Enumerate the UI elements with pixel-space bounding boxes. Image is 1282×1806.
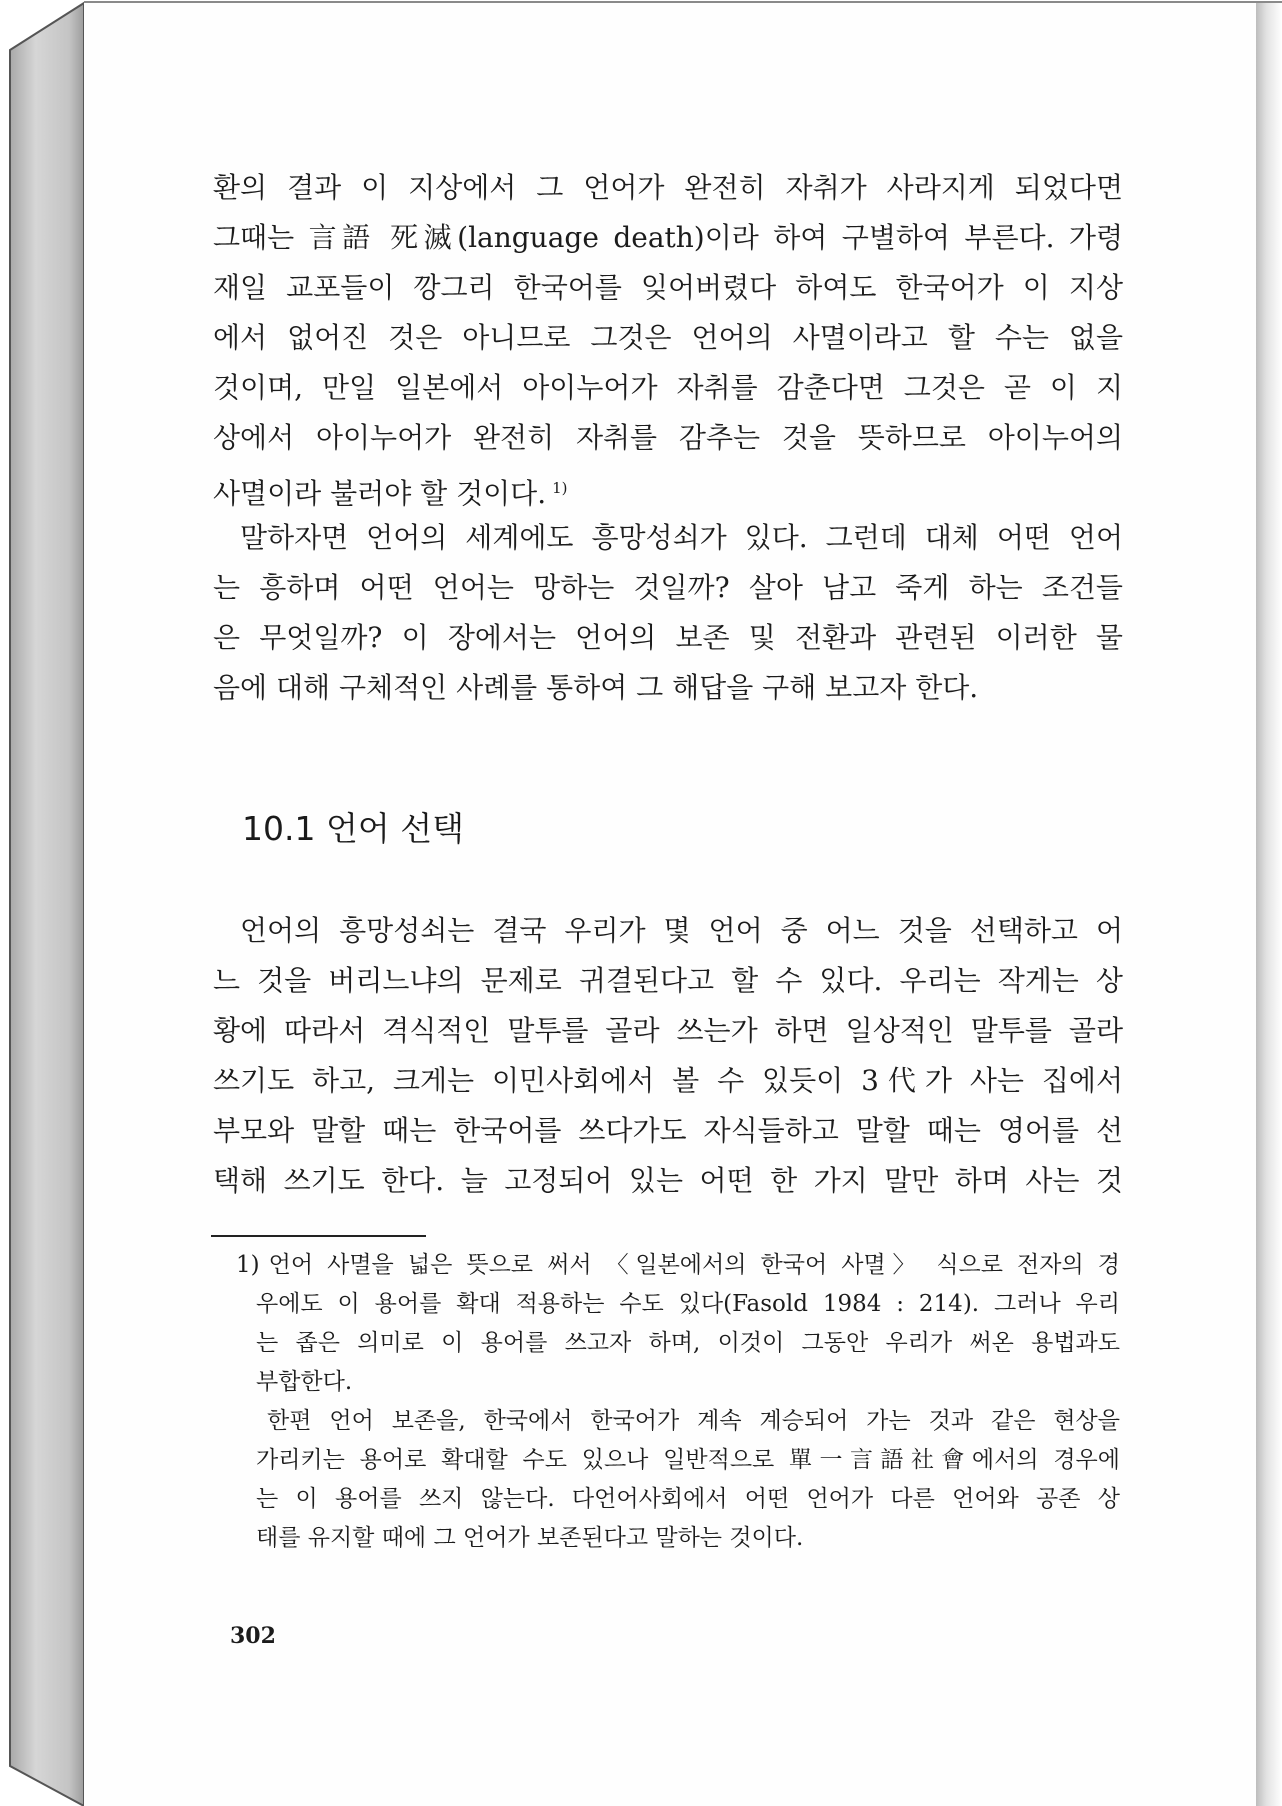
footnote-line: 우에도 이 용어를 확대 적용하는 수도 있다(Fasold 1984 : 214). 그러나 우리 <box>256 1291 1120 1317</box>
body-text-upper <box>213 163 1123 713</box>
footnote-divider <box>211 1235 426 1237</box>
page-number: 302 <box>230 1623 276 1649</box>
body-line: 느 것을 버리느냐의 문제로 귀결된다고 할 수 있다. 우리는 작게는 상 <box>213 964 1123 997</box>
footnotes <box>236 1246 1120 1558</box>
body-line: 는 흥하며 어떤 언어는 망하는 것일까? 살아 남고 죽게 하는 조건들 <box>213 571 1123 604</box>
body-line: 은 무엇일까? 이 장에서는 언어의 보존 및 전환과 관련된 이러한 물 <box>213 621 1123 654</box>
body-line: 상에서 아이누어가 완전히 자취를 감추는 것을 뜻하므로 아이누어의 <box>213 421 1123 454</box>
body-line: 황에 따라서 격식적인 말투를 골라 쓰는가 하면 일상적인 말투를 골라 <box>213 1014 1123 1047</box>
footnote-line <box>236 1246 1120 1285</box>
body-line: 에서 없어진 것은 아니므로 그것은 언어의 사멸이라고 할 수는 없을 <box>213 321 1123 354</box>
body-text-lower <box>213 906 1123 1206</box>
footnote-line: 부합한다. <box>256 1369 353 1395</box>
footnote-reference[interactable]: 1) <box>552 479 568 497</box>
footnote-line: 태를 유지할 때에 그 언어가 보존된다고 말하는 것이다. <box>256 1525 804 1551</box>
body-line-text: 사멸이라 불러야 할 것이다. <box>213 477 547 510</box>
book-spine <box>10 3 84 1806</box>
footnote-line-text: 언어 사멸을 넓은 뜻으로 써서 〈일본에서의 한국어 사멸〉 식으로 전자의 경 <box>268 1252 1120 1278</box>
body-line: 재일 교포들이 깡그리 한국어를 잊어버렸다 하여도 한국어가 이 지상 <box>213 271 1123 304</box>
footnote-marker: 1) <box>236 1252 260 1278</box>
body-line: 음에 대해 구체적인 사례를 통하여 그 해답을 구해 보고자 한다. <box>213 671 979 704</box>
section-heading: 10.1 언어 선택 <box>242 809 464 848</box>
body-line <box>213 463 1123 513</box>
body-line: 택해 쓰기도 한다. 늘 고정되어 있는 어떤 한 가지 말만 하며 사는 것 <box>213 1164 1123 1197</box>
footnote-line: 한편 언어 보존을, 한국에서 한국어가 계속 계승되어 가는 것과 같은 현상을 <box>267 1408 1120 1434</box>
body-line: 것이며, 만일 일본에서 아이누어가 자취를 감춘다면 그것은 곧 이 지 <box>213 371 1123 404</box>
page-right-shadow <box>1256 3 1282 1806</box>
body-line: 쓰기도 하고, 크게는 이민사회에서 볼 수 있듯이 3代가 사는 집에서 <box>213 1064 1123 1097</box>
footnote-line: 는 좁은 의미로 이 용어를 쓰고자 하며, 이것이 그동안 우리가 써온 용법과도 <box>256 1330 1120 1356</box>
body-line: 언어의 흥망성쇠는 결국 우리가 몇 언어 중 어느 것을 선택하고 어 <box>240 914 1123 947</box>
body-line: 부모와 말할 때는 한국어를 쓰다가도 자식들하고 말할 때는 영어를 선 <box>213 1114 1123 1147</box>
body-line: 말하자면 언어의 세계에도 흥망성쇠가 있다. 그런데 대체 어떤 언어 <box>240 521 1123 554</box>
body-line: 환의 결과 이 지상에서 그 언어가 완전히 자취가 사라지게 되었다면 <box>213 171 1123 204</box>
footnote-line: 는 이 용어를 쓰지 않는다. 다언어사회에서 어떤 언어가 다른 언어와 공존 상 <box>256 1486 1120 1512</box>
body-line: 그때는 言語 死滅(language death)이라 하여 구별하여 부른다. 가령 <box>213 221 1123 254</box>
footnote-line: 가리키는 용어로 확대할 수도 있으나 일반적으로 單一言語社會에서의 경우에 <box>256 1447 1120 1473</box>
